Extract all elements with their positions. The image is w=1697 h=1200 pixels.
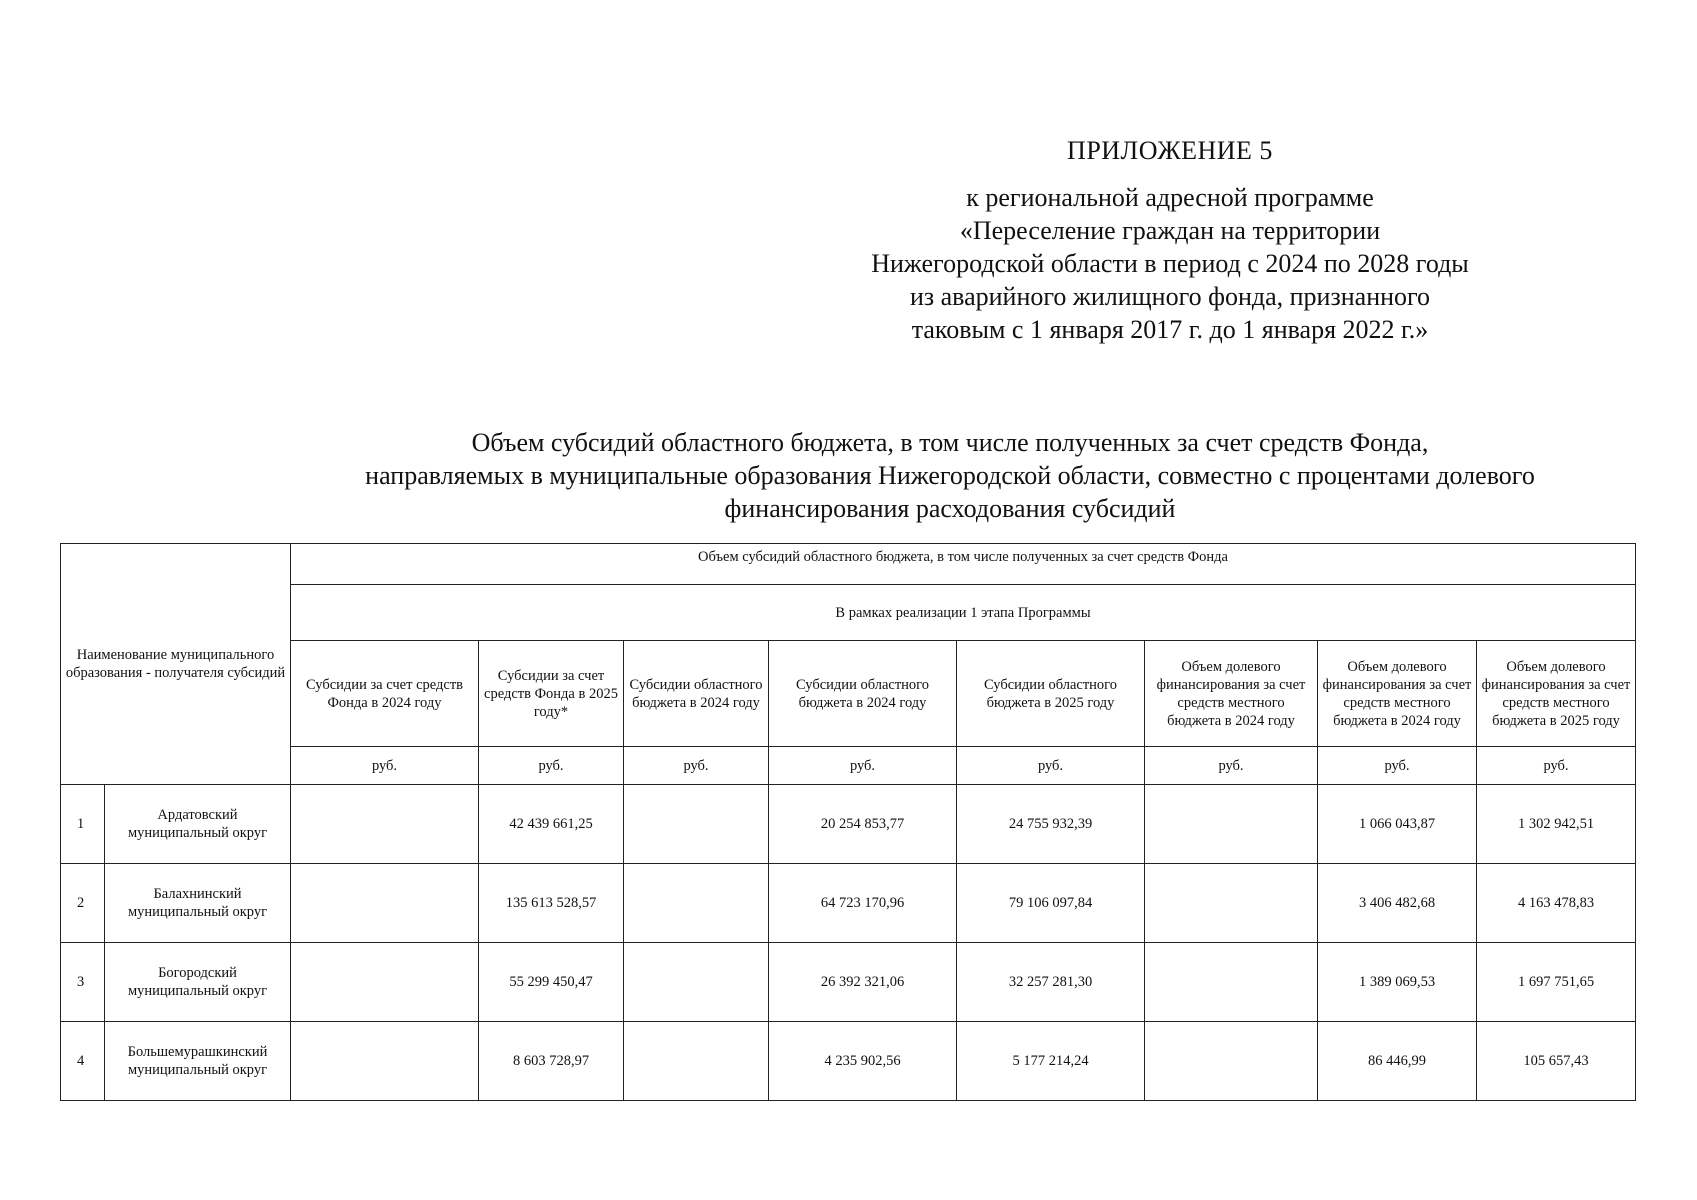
appendix-line: таковым с 1 января 2017 г. до 1 января 2022 г.»	[911, 315, 1429, 344]
value-cell	[291, 864, 479, 943]
appendix-line: «Переселение граждан на территории	[959, 216, 1381, 245]
value-cell: 79 106 097,84	[957, 864, 1145, 943]
value-cell	[291, 943, 479, 1022]
appendix-subtitle	[840, 181, 1500, 346]
value-cell: 8 603 728,97	[479, 1022, 624, 1101]
appendix-block	[840, 134, 1500, 346]
column-header: Субсидии областного бюджета в 2024 году	[769, 641, 957, 747]
value-cell	[624, 1022, 769, 1101]
header-row-group	[61, 544, 1636, 585]
unit-cell: руб.	[291, 747, 479, 785]
value-cell: 86 446,99	[1318, 1022, 1477, 1101]
unit-cell: руб.	[479, 747, 624, 785]
value-cell	[291, 1022, 479, 1101]
appendix-line: к региональной адресной программе	[966, 183, 1374, 212]
document-heading	[290, 426, 1610, 525]
unit-cell: руб.	[1318, 747, 1477, 785]
municipality-name: Балахнинский муниципальный округ	[105, 864, 291, 943]
column-header: Субсидии областного бюджета в 2024 году	[624, 641, 769, 747]
appendix-title: ПРИЛОЖЕНИЕ 5	[1067, 136, 1273, 165]
table-row	[61, 1022, 1636, 1101]
value-cell: 4 235 902,56	[769, 1022, 957, 1101]
unit-cell: руб.	[957, 747, 1145, 785]
value-cell	[1145, 864, 1318, 943]
value-cell: 1 302 942,51	[1477, 785, 1636, 864]
value-cell: 135 613 528,57	[479, 864, 624, 943]
value-cell: 42 439 661,25	[479, 785, 624, 864]
value-cell	[624, 785, 769, 864]
value-cell	[1145, 943, 1318, 1022]
row-number: 1	[61, 785, 105, 864]
value-cell: 1 389 069,53	[1318, 943, 1477, 1022]
value-cell: 32 257 281,30	[957, 943, 1145, 1022]
value-cell	[624, 943, 769, 1022]
value-cell: 3 406 482,68	[1318, 864, 1477, 943]
unit-cell: руб.	[624, 747, 769, 785]
unit-cell: руб.	[769, 747, 957, 785]
heading-line: финансирования расходования субсидий	[724, 494, 1176, 523]
column-header: Субсидии областного бюджета в 2025 году	[957, 641, 1145, 747]
value-cell: 64 723 170,96	[769, 864, 957, 943]
column-header: Объем долевого финансирования за счет средств местного бюджета в 2024 году	[1145, 641, 1318, 747]
heading-line: направляемых в муниципальные образования Нижегородской области, совместно с процентами долевого	[365, 461, 1535, 490]
value-cell: 20 254 853,77	[769, 785, 957, 864]
row-number: 2	[61, 864, 105, 943]
appendix-line: из аварийного жилищного фонда, признанного	[909, 282, 1431, 311]
value-cell	[624, 864, 769, 943]
table-row	[61, 943, 1636, 1022]
municipality-name: Большемурашкинский муниципальный округ	[105, 1022, 291, 1101]
value-cell: 4 163 478,83	[1477, 864, 1636, 943]
subsidy-table	[60, 543, 1636, 1101]
heading-line: Объем субсидий областного бюджета, в том числе полученных за счет средств Фонда,	[471, 428, 1429, 457]
column-header: Объем долевого финансирования за счет средств местного бюджета в 2025 году	[1477, 641, 1636, 747]
value-cell: 5 177 214,24	[957, 1022, 1145, 1101]
value-cell	[1145, 1022, 1318, 1101]
value-cell: 1 066 043,87	[1318, 785, 1477, 864]
unit-cell: руб.	[1145, 747, 1318, 785]
row-number: 4	[61, 1022, 105, 1101]
header-row-stage	[61, 585, 1636, 641]
unit-cell: руб.	[1477, 747, 1636, 785]
group-header: Объем субсидий областного бюджета, в том числе полученных за счет средств Фонда	[291, 544, 1636, 585]
table-row	[61, 785, 1636, 864]
municipality-name: Ардатовский муниципальный округ	[105, 785, 291, 864]
value-cell: 26 392 321,06	[769, 943, 957, 1022]
value-cell: 105 657,43	[1477, 1022, 1636, 1101]
value-cell: 55 299 450,47	[479, 943, 624, 1022]
column-header: Объем долевого финансирования за счет средств местного бюджета в 2024 году	[1318, 641, 1477, 747]
header-row-columns	[61, 641, 1636, 747]
row-number: 3	[61, 943, 105, 1022]
value-cell: 1 697 751,65	[1477, 943, 1636, 1022]
municipality-name: Богородский муниципальный округ	[105, 943, 291, 1022]
name-column-header: Наименование муниципального образования - получателя субсидий	[61, 544, 291, 785]
header-row-units	[61, 747, 1636, 785]
table-row	[61, 864, 1636, 943]
column-header: Субсидии за счет средств Фонда в 2024 году	[291, 641, 479, 747]
stage-header: В рамках реализации 1 этапа Программы	[291, 585, 1636, 641]
value-cell	[1145, 785, 1318, 864]
value-cell	[291, 785, 479, 864]
appendix-line: Нижегородской области в период с 2024 по 2028 годы	[871, 249, 1469, 278]
value-cell: 24 755 932,39	[957, 785, 1145, 864]
column-header: Субсидии за счет средств Фонда в 2025 году*	[479, 641, 624, 747]
